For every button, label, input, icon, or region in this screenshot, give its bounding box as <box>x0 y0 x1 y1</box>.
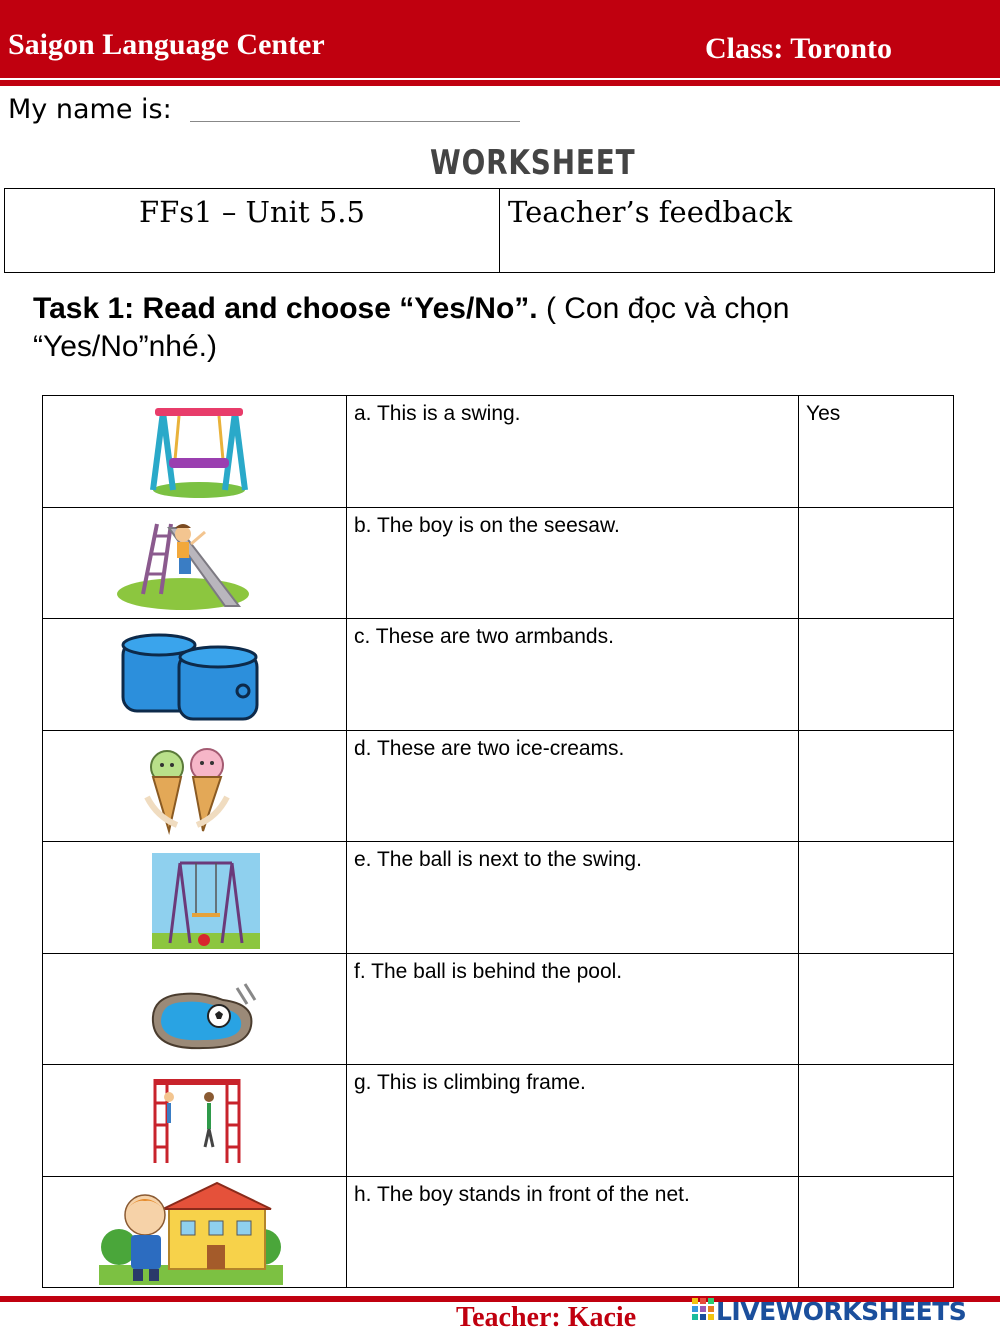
statement-text: e. The ball is next to the swing. <box>347 842 799 954</box>
picture-cell <box>43 1176 347 1288</box>
table-row <box>43 507 954 619</box>
statement-text: d. These are two ice-creams. <box>347 730 799 842</box>
task-instruction <box>33 290 933 366</box>
class-label: Class: Toronto <box>705 32 893 65</box>
swing-ball-picture <box>43 842 347 953</box>
statement-text: c. These are two armbands. <box>347 619 799 731</box>
answer-cell[interactable] <box>799 842 954 954</box>
picture-cell <box>43 842 347 954</box>
teacher-feedback-label: Teacher’s feedback <box>500 189 995 273</box>
answer-cell[interactable] <box>799 953 954 1065</box>
table-row <box>43 396 954 508</box>
center-name: Saigon Language Center <box>8 28 325 61</box>
slide-picture <box>43 508 347 619</box>
header-divider <box>0 80 1000 86</box>
picture-cell <box>43 507 347 619</box>
swing-set-picture <box>43 396 347 507</box>
statement-text: h. The boy stands in front of the net. <box>347 1176 799 1288</box>
climbing-frame-picture <box>43 1065 347 1176</box>
answer-cell[interactable] <box>799 1176 954 1288</box>
info-table <box>4 188 995 273</box>
table-row <box>43 1065 954 1177</box>
table-row <box>43 619 954 731</box>
worksheet-title: WORKSHEET <box>430 143 636 183</box>
picture-cell <box>43 730 347 842</box>
liveworksheets-grid-icon <box>692 1298 714 1324</box>
armbands-picture <box>43 619 347 730</box>
unit-label: FFs1 – Unit 5.5 <box>5 189 500 273</box>
statement-text: a. This is a swing. <box>347 396 799 508</box>
table-row <box>43 1176 954 1288</box>
statement-text: b. The boy is on the seesaw. <box>347 507 799 619</box>
task-instruction-bold: Task 1: Read and choose “Yes/No”. <box>33 292 538 325</box>
statement-text: g. This is climbing frame. <box>347 1065 799 1177</box>
question-table <box>42 395 954 1288</box>
answer-cell[interactable] <box>799 619 954 731</box>
table-row <box>43 953 954 1065</box>
boy-school-picture <box>43 1177 347 1288</box>
ice-creams-picture <box>43 731 347 842</box>
liveworksheets-logo[interactable] <box>692 1296 992 1326</box>
liveworksheets-brand-text: LIVEWORKSHEETS <box>716 1297 967 1326</box>
teacher-name: Teacher: Kacie <box>456 1302 637 1333</box>
answer-cell[interactable] <box>799 507 954 619</box>
picture-cell <box>43 953 347 1065</box>
name-input-line[interactable] <box>190 121 520 122</box>
statement-text: f. The ball is behind the pool. <box>347 953 799 1065</box>
name-prompt: My name is: <box>8 94 172 125</box>
table-row <box>43 730 954 842</box>
answer-cell[interactable] <box>799 730 954 842</box>
pool-ball-picture <box>43 954 347 1065</box>
answer-cell[interactable] <box>799 1065 954 1177</box>
task-instruction-translation: ( Con đọc và chọn “Yes/No”nhé.) <box>33 292 790 363</box>
picture-cell <box>43 619 347 731</box>
picture-cell <box>43 396 347 508</box>
table-row <box>43 842 954 954</box>
picture-cell <box>43 1065 347 1177</box>
answer-cell[interactable]: Yes <box>799 396 954 508</box>
